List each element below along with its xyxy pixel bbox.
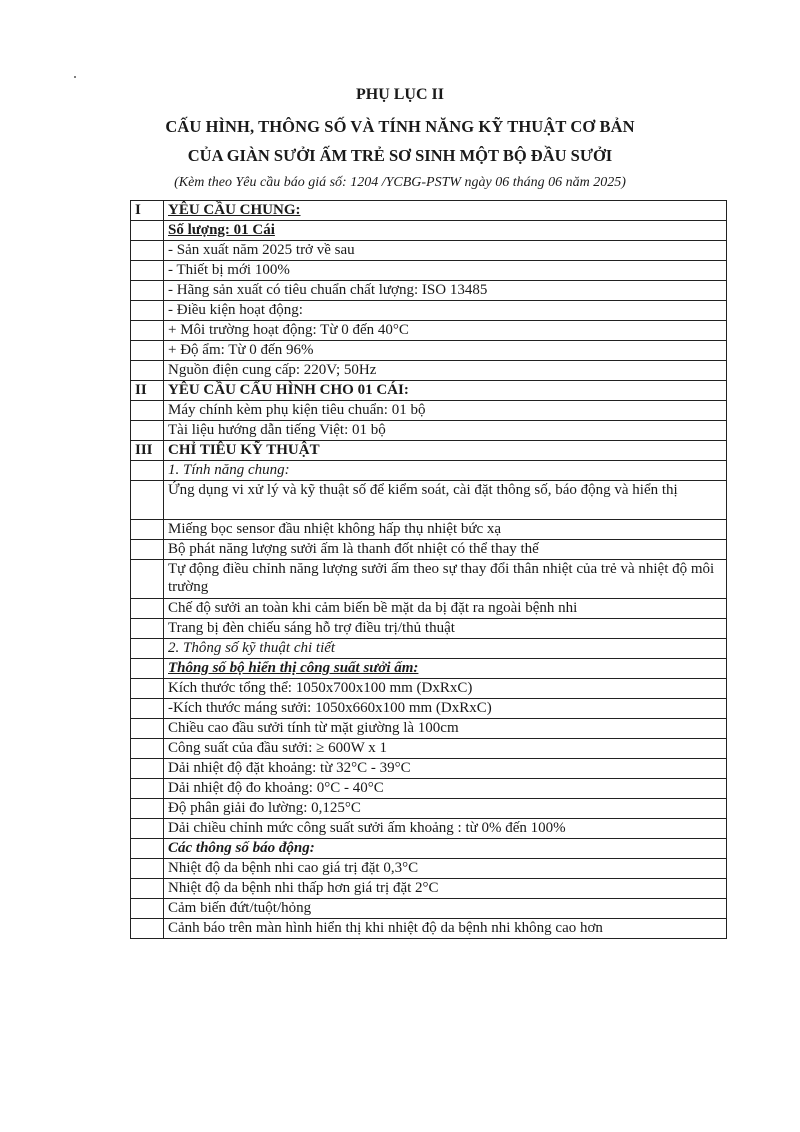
- row-text: - Sản xuất năm 2025 trở về sau: [164, 241, 727, 261]
- reference-note: (Kèm theo Yêu cầu báo giá số: 1204 /YCBG-PSTW ngày 06 tháng 06 năm 2025): [174, 175, 626, 190]
- table-row: [131, 401, 727, 421]
- row-text: -Kích thước máng sưởi: 1050x660x100 mm (DxRxC): [164, 699, 727, 719]
- row-text: Chiều cao đầu sưởi tính từ mặt giường là 100cm: [164, 719, 727, 739]
- table-row: [131, 241, 727, 261]
- table-row: [131, 839, 727, 859]
- row-text: Tự động điều chỉnh năng lượng sưởi ấm theo sự thay đổi thân nhiệt của trẻ và nhiệt độ môi trường: [164, 560, 727, 599]
- table-row: [131, 679, 727, 699]
- row-text: Chế độ sưởi an toàn khi cảm biến bề mặt da bị đặt ra ngoài bệnh nhi: [164, 599, 727, 619]
- row-number: III: [131, 441, 164, 461]
- row-text: + Độ ẩm: Từ 0 đến 96%: [164, 341, 727, 361]
- table-row: [131, 759, 727, 779]
- document-subtitle-line-1: CẤU HÌNH, THÔNG SỐ VÀ TÍNH NĂNG KỸ THUẬT CƠ BẢN: [165, 117, 635, 136]
- row-number: [131, 461, 164, 481]
- row-number: [131, 799, 164, 819]
- row-text: Nguồn điện cung cấp: 220V; 50Hz: [164, 361, 727, 381]
- row-number: [131, 699, 164, 719]
- row-number: [131, 859, 164, 879]
- row-number: [131, 619, 164, 639]
- row-text: Miếng bọc sensor đầu nhiệt không hấp thụ nhiệt bức xạ: [164, 520, 727, 540]
- group-heading: Các thông số báo động:: [164, 839, 727, 859]
- table-row: [131, 799, 727, 819]
- row-number: [131, 520, 164, 540]
- section-heading: CHỈ TIÊU KỸ THUẬT: [164, 441, 727, 461]
- table-row: [131, 699, 727, 719]
- table-row: [131, 739, 727, 759]
- row-text: Cảm biến đứt/tuột/hỏng: [164, 899, 727, 919]
- row-number: [131, 301, 164, 321]
- row-number: [131, 281, 164, 301]
- row-number: [131, 401, 164, 421]
- document-subtitle-line-2: CỦA GIÀN SƯỞI ẤM TRẺ SƠ SINH MỘT BỘ ĐẦU SƯỞI: [187, 146, 613, 165]
- table-row: [131, 301, 727, 321]
- row-text: Tài liệu hướng dẫn tiếng Việt: 01 bộ: [164, 421, 727, 441]
- row-number: [131, 899, 164, 919]
- table-row: [131, 221, 727, 241]
- row-number: [131, 361, 164, 381]
- table-row: [131, 659, 727, 679]
- table-row: [131, 321, 727, 341]
- table-row: [131, 619, 727, 639]
- appendix-title: PHỤ LỤC II: [355, 86, 444, 103]
- table-row: [131, 441, 727, 461]
- table-row: [131, 481, 727, 520]
- table-row: [131, 201, 727, 221]
- row-text: Nhiệt độ da bệnh nhi thấp hơn giá trị đặt 2°C: [164, 879, 727, 899]
- row-text: Dải chiều chỉnh mức công suất sưởi ấm khoảng : từ 0% đến 100%: [164, 819, 727, 839]
- row-text: Trang bị đèn chiếu sáng hỗ trợ điều trị/thủ thuật: [164, 619, 727, 639]
- table-row: [131, 639, 727, 659]
- row-text: Bộ phát năng lượng sưởi ấm là thanh đốt nhiệt có thể thay thế: [164, 540, 727, 560]
- row-number: [131, 639, 164, 659]
- row-number: [131, 839, 164, 859]
- row-number: [131, 739, 164, 759]
- row-number: [131, 421, 164, 441]
- table-row: [131, 261, 727, 281]
- row-number: [131, 779, 164, 799]
- row-text: Độ phân giải đo lường: 0,125°C: [164, 799, 727, 819]
- table-row: [131, 341, 727, 361]
- row-text: Nhiệt độ da bệnh nhi cao giá trị đặt 0,3°C: [164, 859, 727, 879]
- table-row: [131, 560, 727, 599]
- row-text: - Thiết bị mới 100%: [164, 261, 727, 281]
- subsection-heading: 2. Thông số kỹ thuật chi tiết: [164, 639, 727, 659]
- spec-table: [130, 200, 727, 939]
- section-heading: YÊU CẦU CHUNG:: [164, 201, 727, 221]
- row-number: [131, 919, 164, 939]
- row-text: Công suất của đầu sưởi: ≥ 600W x 1: [164, 739, 727, 759]
- row-text: Số lượng: 01 Cái: [164, 221, 727, 241]
- row-number: [131, 481, 164, 520]
- table-row: [131, 859, 727, 879]
- group-heading: Thông số bộ hiển thị công suất sưởi ấm:: [164, 659, 727, 679]
- table-row: [131, 919, 727, 939]
- table-row: [131, 421, 727, 441]
- row-number: [131, 759, 164, 779]
- table-row: [131, 819, 727, 839]
- table-row: [131, 461, 727, 481]
- row-text: Cảnh báo trên màn hình hiển thị khi nhiệt độ da bệnh nhi không cao hơn: [164, 919, 727, 939]
- row-text: Dải nhiệt độ đo khoảng: 0°C - 40°C: [164, 779, 727, 799]
- table-row: [131, 381, 727, 401]
- table-row: [131, 540, 727, 560]
- row-text: Kích thước tổng thể: 1050x700x100 mm (DxRxC): [164, 679, 727, 699]
- table-row: [131, 899, 727, 919]
- row-number: II: [131, 381, 164, 401]
- scan-speck: [74, 76, 76, 78]
- table-row: [131, 719, 727, 739]
- row-number: [131, 560, 164, 599]
- row-number: [131, 241, 164, 261]
- section-heading: YÊU CẦU CẤU HÌNH CHO 01 CÁI:: [164, 381, 727, 401]
- table-row: [131, 599, 727, 619]
- row-number: [131, 659, 164, 679]
- row-text: - Điều kiện hoạt động:: [164, 301, 727, 321]
- table-row: [131, 520, 727, 540]
- table-row: [131, 281, 727, 301]
- row-number: [131, 719, 164, 739]
- table-row: [131, 779, 727, 799]
- row-text: Ứng dụng vi xử lý và kỹ thuật số để kiểm soát, cài đặt thông số, báo động và hiển thị: [164, 481, 727, 520]
- row-text: Máy chính kèm phụ kiện tiêu chuẩn: 01 bộ: [164, 401, 727, 421]
- row-text: Dải nhiệt độ đặt khoảng: từ 32°C - 39°C: [164, 759, 727, 779]
- row-number: [131, 819, 164, 839]
- subsection-heading: 1. Tính năng chung:: [164, 461, 727, 481]
- row-number: [131, 321, 164, 341]
- table-row: [131, 361, 727, 381]
- row-number: [131, 679, 164, 699]
- row-number: [131, 879, 164, 899]
- table-row: [131, 879, 727, 899]
- row-text: - Hãng sản xuất có tiêu chuẩn chất lượng: ISO 13485: [164, 281, 727, 301]
- row-number: [131, 221, 164, 241]
- row-number: I: [131, 201, 164, 221]
- row-number: [131, 599, 164, 619]
- row-text: + Môi trường hoạt động: Từ 0 đến 40°C: [164, 321, 727, 341]
- row-number: [131, 341, 164, 361]
- row-number: [131, 261, 164, 281]
- row-number: [131, 540, 164, 560]
